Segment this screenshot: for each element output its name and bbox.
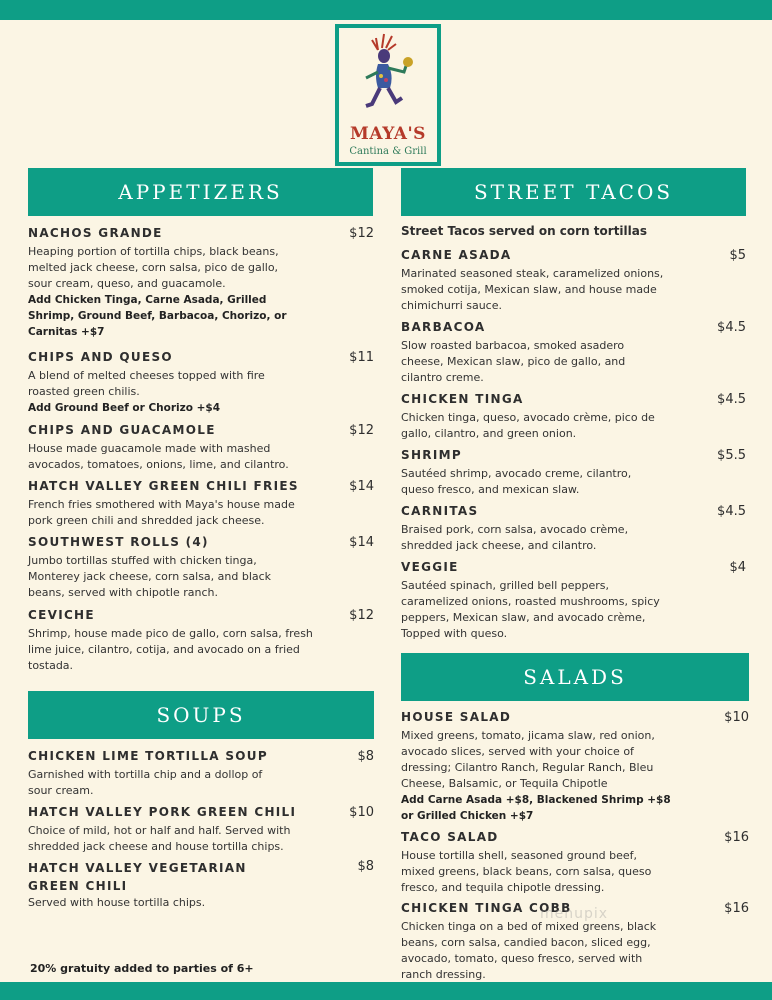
item-name: SHRIMP <box>401 448 462 462</box>
item-description: French fries smothered with Maya's house made pork green chili and shredded jack cheese. <box>28 498 295 527</box>
item-description: Mixed greens, tomato, jicama slaw, red onion, avocado slices, served with your choice of dressing; Cilantro Ranch, Regular Ranch, Bleu Cheese, Balsamic, or Tequila Chipotle <box>401 729 655 790</box>
item-description: A blend of melted cheeses topped with fire roasted green chilis. <box>28 369 265 398</box>
item-price: $12 <box>349 608 374 623</box>
item-description: Sautéed shrimp, avocado creme, cilantro, queso fresco, and mexican slaw. <box>401 467 632 496</box>
item-name: CARNITAS <box>401 504 479 518</box>
item-price: $8 <box>357 859 374 874</box>
menu-item-carnitas <box>401 504 746 554</box>
item-name: VEGGIE <box>401 560 459 574</box>
item-name: TACO SALAD <box>401 830 499 844</box>
item-price: $10 <box>349 805 374 820</box>
item-price: $12 <box>349 423 374 438</box>
item-description: Shrimp, house made pico de gallo, corn salsa, fresh lime juice, cilantro, cotija, and avocado on a fried tostada. <box>28 627 313 672</box>
bottom-band <box>0 982 772 1000</box>
item-description: Heaping portion of tortilla chips, black beans, melted jack cheese, corn salsa, pico de gallo, sour cream, queso, and guacamole. <box>28 245 279 290</box>
item-addon: Add Chicken Tinga, Carne Asada, Grilled Shrimp, Ground Beef, Barbacoa, Chorizo, or Carnitas +$7 <box>28 294 287 338</box>
top-band <box>0 0 772 20</box>
menu-item-southwest-rolls <box>28 535 374 601</box>
menu-item-taco-salad <box>401 830 749 896</box>
item-price: $4 <box>729 560 746 575</box>
logo-subtitle: Cantina & Grill <box>349 146 427 157</box>
item-price: $11 <box>349 350 374 365</box>
item-name: CEVICHE <box>28 608 95 622</box>
item-name: CHIPS AND QUESO <box>28 350 173 364</box>
menu-item-green-chili-fries <box>28 479 374 529</box>
menu-item-chicken-lime-soup <box>28 749 374 799</box>
item-name: BARBACOA <box>401 320 486 334</box>
restaurant-logo <box>335 24 441 166</box>
item-name: HOUSE SALAD <box>401 710 512 724</box>
item-description: Chicken tinga on a bed of mixed greens, black beans, corn salsa, candied bacon, sliced egg, avocado, tomato, queso fresco, served with ranch dressing. <box>401 920 657 981</box>
street-tacos-header: STREET TACOS <box>401 168 746 216</box>
menu-item-vegetarian-green-chili <box>28 859 374 911</box>
menu-item-barbacoa <box>401 320 746 386</box>
street-tacos-intro <box>401 224 746 238</box>
item-price: $5 <box>729 248 746 263</box>
item-price: $14 <box>349 479 374 494</box>
item-name: CHICKEN LIME TORTILLA SOUP <box>28 749 268 763</box>
item-name: HATCH VALLEY VEGETARIAN GREEN CHILI <box>28 861 247 893</box>
item-name: CHICKEN TINGA COBB <box>401 901 572 915</box>
item-price: $5.5 <box>717 448 746 463</box>
item-description: Braised pork, corn salsa, avocado crème, shredded jack cheese, and cilantro. <box>401 523 629 552</box>
item-description: Sautéed spinach, grilled bell peppers, caramelized onions, roasted mushrooms, spicy peppers, Mexican slaw, and avocado crème, Topped with queso. <box>401 579 660 640</box>
item-name: CHIPS AND GUACAMOLE <box>28 423 216 437</box>
item-addon: Add Carne Asada +$8, Blackened Shrimp +$8 or Grilled Chicken +$7 <box>401 794 671 822</box>
item-description: House made guacamole made with mashed avocados, tomatoes, onions, lime, and cilantro. <box>28 442 289 471</box>
item-price: $12 <box>349 226 374 241</box>
menu-item-veggie <box>401 560 746 642</box>
tacos-intro-text: Street Tacos served on corn tortillas <box>401 224 648 238</box>
watermark: menupix <box>540 906 609 922</box>
item-description: Slow roasted barbacoa, smoked asadero cheese, Mexican slaw, pico de gallo, and cilantro creme. <box>401 339 626 384</box>
appetizers-header: APPETIZERS <box>28 168 373 216</box>
item-name: CARNE ASADA <box>401 248 512 262</box>
item-name: SOUTHWEST ROLLS (4) <box>28 535 209 549</box>
item-description: Chicken tinga, queso, avocado crème, pico de gallo, cilantro, and green onion. <box>401 411 655 440</box>
item-name: CHICKEN TINGA <box>401 392 524 406</box>
soups-header: SOUPS <box>28 691 374 739</box>
item-description: Marinated seasoned steak, caramelized onions, smoked cotija, Mexican slaw, and house made chimichurri sauce. <box>401 267 664 312</box>
gratuity-note: 20% gratuity added to parties of 6+ <box>30 962 254 975</box>
menu-item-house-salad <box>401 710 749 824</box>
salads-header: SALADS <box>401 653 749 701</box>
item-price: $10 <box>724 710 749 725</box>
item-addon: Add Ground Beef or Chorizo +$4 <box>28 402 221 414</box>
item-price: $16 <box>724 830 749 845</box>
item-price: $4.5 <box>717 320 746 335</box>
item-name: NACHOS GRANDE <box>28 226 163 240</box>
item-price: $4.5 <box>717 504 746 519</box>
item-price: $4.5 <box>717 392 746 407</box>
item-description: Choice of mild, hot or half and half. Served with shredded jack cheese and house tortilla chips. <box>28 824 291 853</box>
item-description: Garnished with tortilla chip and a dollop of sour cream. <box>28 768 263 797</box>
item-description: Served with house tortilla chips. <box>28 896 206 909</box>
menu-item-ceviche <box>28 608 374 674</box>
item-price: $8 <box>357 749 374 764</box>
menu-item-shrimp <box>401 448 746 498</box>
menu-item-chicken-tinga <box>401 392 746 442</box>
dancer-icon <box>348 32 428 124</box>
item-description: House tortilla shell, seasoned ground beef, mixed greens, black beans, corn salsa, queso fresco, and tequila chipotle dressing. <box>401 849 652 894</box>
menu-item-chips-and-guacamole <box>28 423 374 473</box>
logo-name: MAYA'S <box>350 124 426 144</box>
item-description: Jumbo tortillas stuffed with chicken tinga, Monterey jack cheese, corn salsa, and black beans, served with chipotle ranch. <box>28 554 272 599</box>
item-name: HATCH VALLEY PORK GREEN CHILI <box>28 805 297 819</box>
menu-item-nachos-grande <box>28 226 374 340</box>
menu-item-chips-and-queso <box>28 350 374 416</box>
item-price: $14 <box>349 535 374 550</box>
menu-item-carne-asada <box>401 248 746 314</box>
menu-item-pork-green-chili <box>28 805 374 855</box>
item-price: $16 <box>724 901 749 916</box>
item-name: HATCH VALLEY GREEN CHILI FRIES <box>28 479 299 493</box>
